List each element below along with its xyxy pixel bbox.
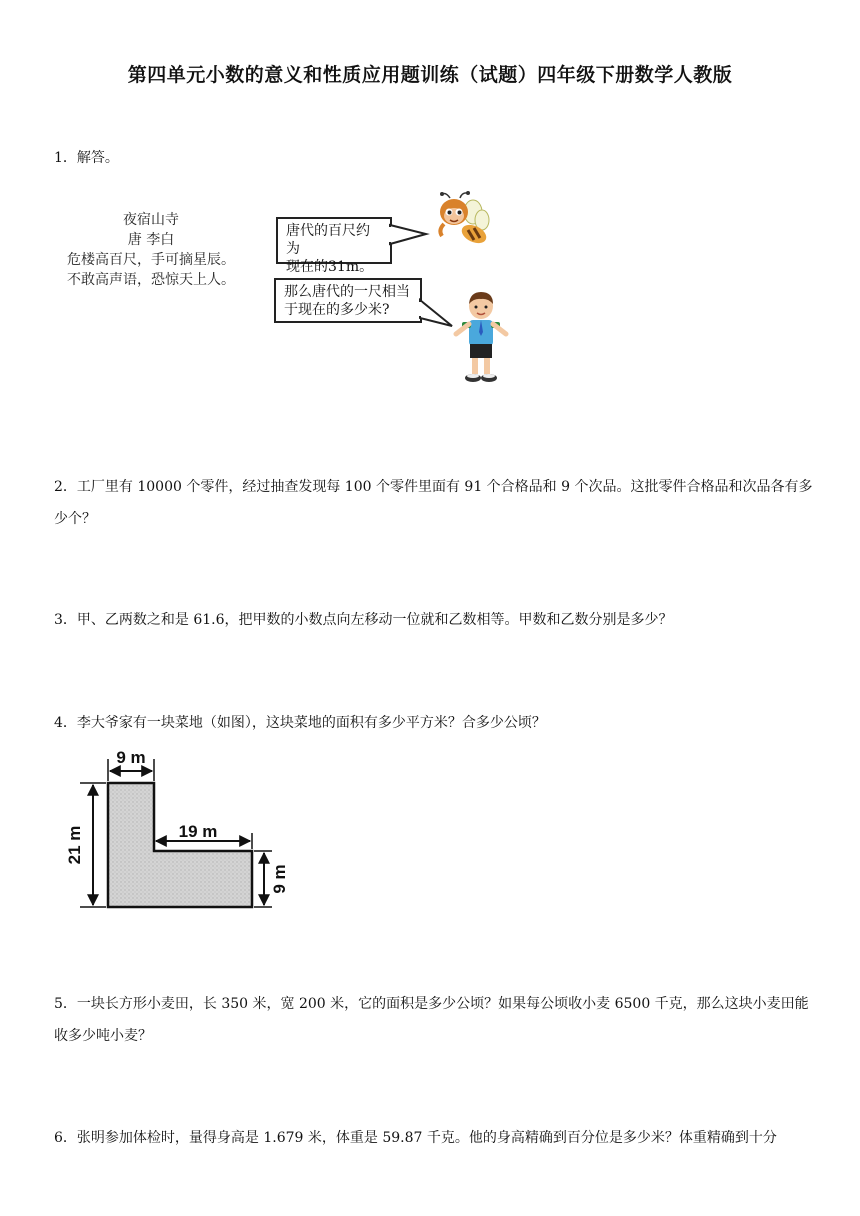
question-5: 5．一块长方形小麦田，长 350 米，宽 200 米，它的面积是多少公顷？如果每公顷收小麦 6500 千克，那么这块小麦田能收多少吨小麦？ (54, 996, 809, 1044)
question-2: 2．工厂里有 10000 个零件，经过抽查发现每 100 个零件里面有 91 个合格品和 9 个次品。这批零件合格品和次品各有多少个？ (54, 479, 813, 527)
speech-bubble-boy (274, 278, 422, 323)
page-title: 第四单元小数的意义和性质应用题训练（试题）四年级下册数学人教版 (127, 64, 733, 86)
poem-line-2: 不敢高声语，恐惊天上人。 (67, 272, 235, 288)
bubble-boy-line-2: 于现在的多少米? (284, 302, 390, 318)
bubble-bee-line-2: 现在的31m。 (286, 259, 374, 275)
dim-left-label: 21 m (65, 825, 84, 865)
bee-illustration (430, 192, 492, 250)
boy-illustration (450, 290, 512, 386)
l-shape-figure (60, 745, 300, 915)
poem-line-1: 危楼高百尺，手可摘星辰。 (67, 252, 235, 268)
dim-inner-label: 19 m (178, 822, 218, 841)
question-4: 4．李大爷家有一块菜地（如图），这块菜地的面积有多少平方米？合多少公顷？ (54, 715, 546, 731)
dim-top-label: 9 m (116, 748, 146, 767)
poem-author: 唐 李白 (127, 232, 175, 248)
bubble-boy-line-1: 那么唐代的一尺相当 (284, 284, 410, 300)
poem (58, 210, 244, 290)
bubble-bee-line-1: 唐代的百尺约为 (286, 223, 370, 257)
speech-bubble-bee (276, 217, 392, 275)
question-6: 6．张明参加体检时，量得身高是 1.679 米，体重是 59.87 千克。他的身高精确到百分位是多少米？体重精确到十分 (54, 1130, 777, 1146)
bubble-bee-tail (390, 222, 430, 252)
question-1: 1．解答。 (54, 150, 119, 166)
dim-right-label: 9 m (270, 864, 289, 894)
question-3: 3．甲、乙两数之和是 61.6，把甲数的小数点向左移动一位就和乙数相等。甲数和乙数分别是多少？ (54, 612, 673, 628)
l-shape (108, 783, 252, 907)
poem-title: 夜宿山寺 (123, 212, 179, 228)
